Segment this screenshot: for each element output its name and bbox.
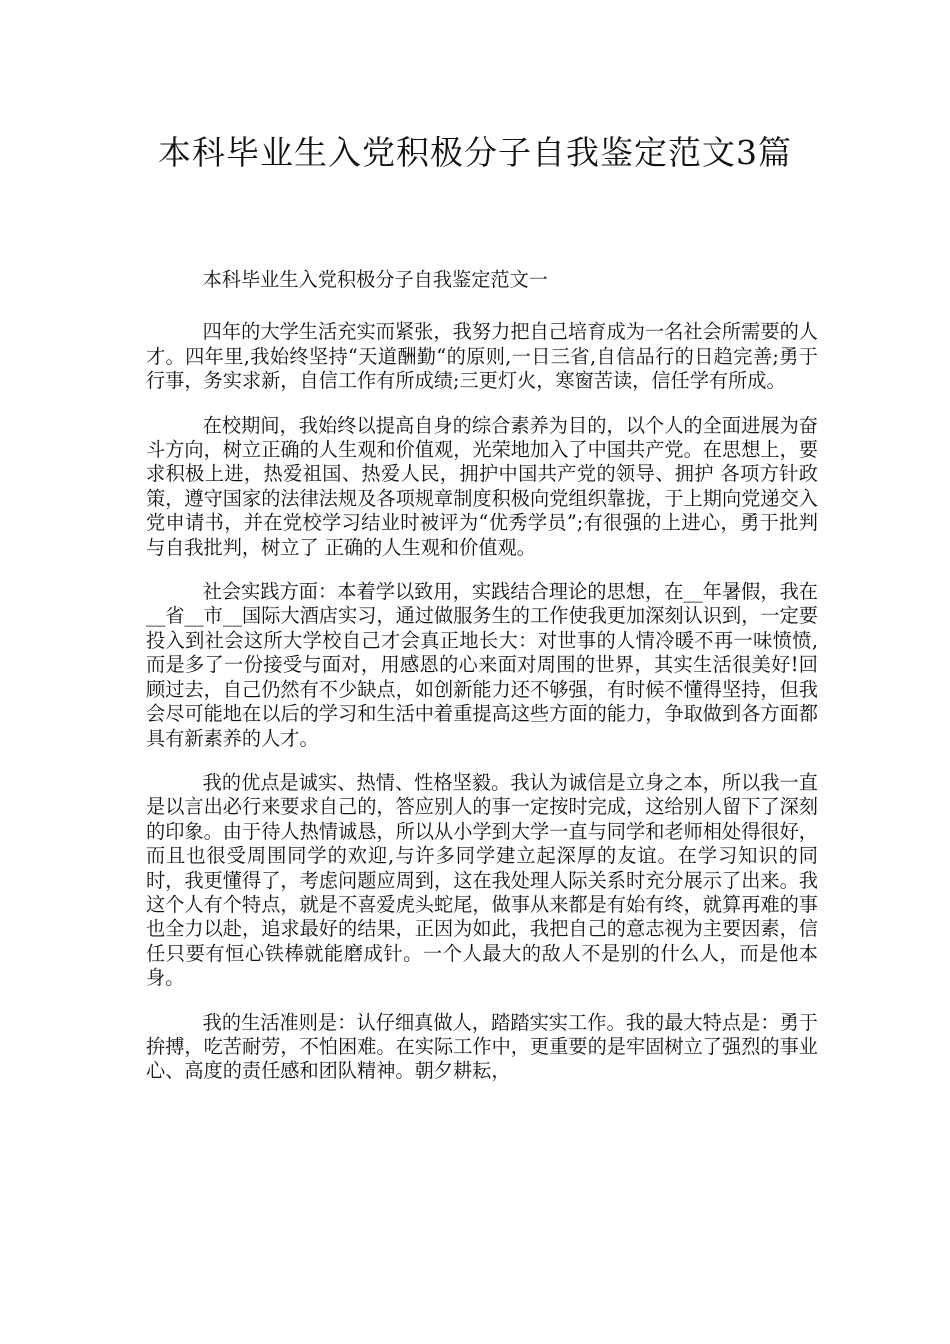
- section-heading: 本科毕业生入党积极分子自我鉴定范文一: [202, 268, 548, 291]
- paragraph-3: 社会实践方面：本着学以致用，实践结合理论的思想，在__年暑假，我在__省__市__国际大酒店实习，通过做服务生的工作使我更加深刻认识到，一定要投入到社会这所大学校自己才会真正地长大：对世事的人情冷暖不再一味愤愤,而是多了一份接受与面对，用感恩的心来面对周围的世界，其实生活很美好!回顾过去，自己仍然有不少缺点，如创新能力还不够强，有时候不懂得坚持，但我会尽可能地在以后的学习和生活中着重提高这些方面的能力，争取做到各方面都具有新素养的人才。: [146, 580, 818, 750]
- paragraph-2: 在校期间，我始终以提高自身的综合素养为目的，以个人的全面进展为奋斗方向，树立正确的人生观和价值观，光荣地加入了中国共产党。在思想上，要求积极上进，热爱祖国、热爱人民，拥护中国共产党的领导、拥护 各项方针政策，遵守国家的法律法规及各项规章制度积极向党组织靠拢，于上期向党递交入党申请书，并在党校学习结业时被评为“优秀学员”;有很强的上进心，勇于批判与自我批判，树立了 正确的人生观和价值观。: [146, 413, 818, 559]
- paragraph-5: 我的生活准则是：认仔细真做人，踏踏实实工作。我的最大特点是：勇于拚搏，吃苦耐劳，不怕困难。在实际工作中，更重要的是牢固树立了强烈的事业心、高度的责任感和团队精神。朝夕耕耘，: [146, 1010, 818, 1083]
- paragraph-1: 四年的大学生活充实而紧张，我努力把自己培育成为一名社会所需要的人才。四年里,我始终坚持“天道酬勤“的原则,一日三省,自信品行的日趋完善;勇于行事，务实求新，自信工作有所成绩;三更灯火，寒窗苦读，信任学有所成。: [146, 320, 818, 393]
- paragraph-4: 我的优点是诚实、热情、性格坚毅。我认为诚信是立身之本，所以我一直是以言出必行来要求自己的，答应别人的事一定按时完成，这给别人留下了深刻的印象。由于待人热情诚恳，所以从小学到大学一直与同学和老师相处得很好，而且也很受周围同学的欢迎,与许多同学建立起深厚的友谊。在学习知识的同时，我更懂得了，考虑问题应周到，这在我处理人际关系时充分展示了出来。我这个人有个特点，就是不喜爱虎头蛇尾，做事从来都是有始有终，就算再难的事也全力以赴，追求最好的结果，正因为如此，我把自己的意志视为主要因素，信任只要有恒心铁棒就能磨成针。一个人最大的敌人不是别的什么人，而是他本身。: [146, 770, 818, 990]
- document-title: 本科毕业生入党积极分子自我鉴定范文3篇: [158, 133, 792, 172]
- document-body: [146, 268, 818, 1104]
